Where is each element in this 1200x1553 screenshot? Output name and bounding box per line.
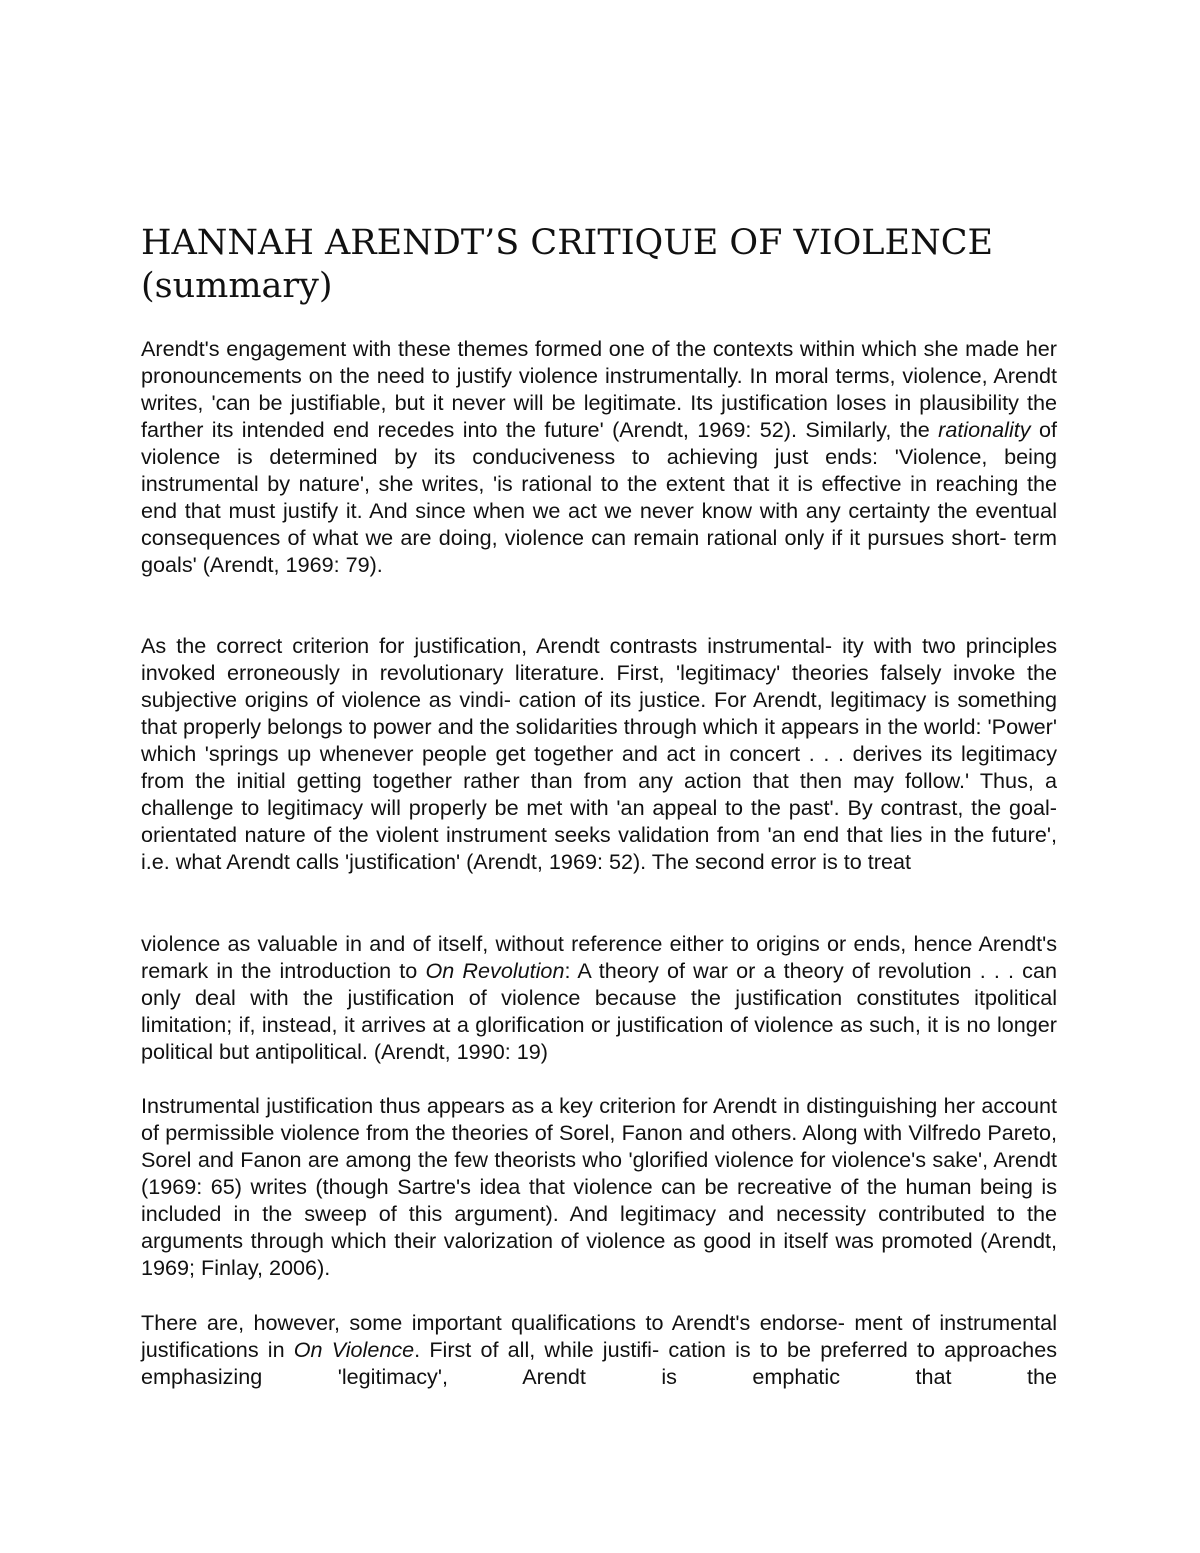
paragraph-3-text-b: : A theory of war or a theory of revolution . . . can only deal with the justification of violence because the justification constitutes itpolitical limitation; if, instead, it arrives at a glorification or justification of violence as such, it is no longer political but antipolitical. (Arendt, 1990: 19) [141,958,1058,1064]
document-title: HANNAH ARENDT’S CRITIQUE OF VIOLENCE (summary) [141,223,994,306]
paragraph-1-text-a: Arendt's engagement with these themes formed one of the contexts within which she made her pronouncements on the need to justify violence instrumentally. In moral terms, violence, Arendt writes, 'can be justifiable, but it never will be legitimate. Its justification loses in plausibility the farther its intended end recedes into the future' (Arendt, 1969: 52). Similarly, the [141,336,1057,442]
paragraph-5-text-b: . First of all, while justifi- cation is to be preferred to approaches emphasizing 'legitimacy', Arendt is emphatic that the [141,1337,1057,1389]
paragraph-5-text-a: There are, however, some important qualifications to Arendt's endorse- ment of instrumental justifications in [141,1310,1057,1362]
paragraph-2: As the correct criterion for justification, Arendt contrasts instrumental- ity with two principles invoked erroneously in revolutionary literature. First, 'legitimacy' theories falsely invoke the subjective origins of violence as vindi- cation of its justice. For Arendt, legitimacy is something that properly belongs to power and the solidarities through which it appears in the world: 'Power' which 'springs up whenever people get together and act in concert . . . derives its legitimacy from the initial getting together rather than from any action that then may follow.' Thus, a challenge to legitimacy will properly be met with 'an appeal to the past'. By contrast, the goal-orientated nature of the violent instrument seeks validation from 'an end that lies in the future', i.e. what Arendt calls 'justification' (Arendt, 1969: 52). The second error is to treat [141,633,1057,874]
paragraph-1-emphasis: rationality [938,417,1031,442]
paragraph-5 [141,1309,1057,1390]
paragraph-3 [141,930,1057,1065]
paragraph-5-emphasis: On Violence [293,1337,415,1362]
paragraph-4: Instrumental justification thus appears as a key criterion for Arendt in distinguishing her account of permissible violence from the theories of Sorel, Fanon and others. Along with Vilfredo Pareto, Sorel and Fanon are among the few theorists who 'glorified violence for violence's sake', Arendt (1969: 65) writes (though Sartre's idea that violence can be recreative of the human being is included in the sweep of this argument). And legitimacy and necessity contributed to the arguments through which their valorization of violence as good in itself was promoted (Arendt, 1969; Finlay, 2006). [141,1093,1057,1280]
paragraph-3-text-a: violence as valuable in and of itself, without reference either to origins or ends, hence Arendt's remark in the introduction to [141,931,1057,983]
paragraph-3-emphasis: On Revolution [425,958,565,983]
paragraph-1-text-b: of violence is determined by its conduciveness to achieving just ends: 'Violence, being instrumental by nature', she writes, 'is rational to the extent that it is effective in reaching the end that must justify it. And since when we act we never know with any certainty the eventual consequences of what we are doing, violence can remain rational only if it pursues short- term goals' (Arendt, 1969: 79). [141,417,1057,577]
paragraph-1 [141,335,1057,578]
